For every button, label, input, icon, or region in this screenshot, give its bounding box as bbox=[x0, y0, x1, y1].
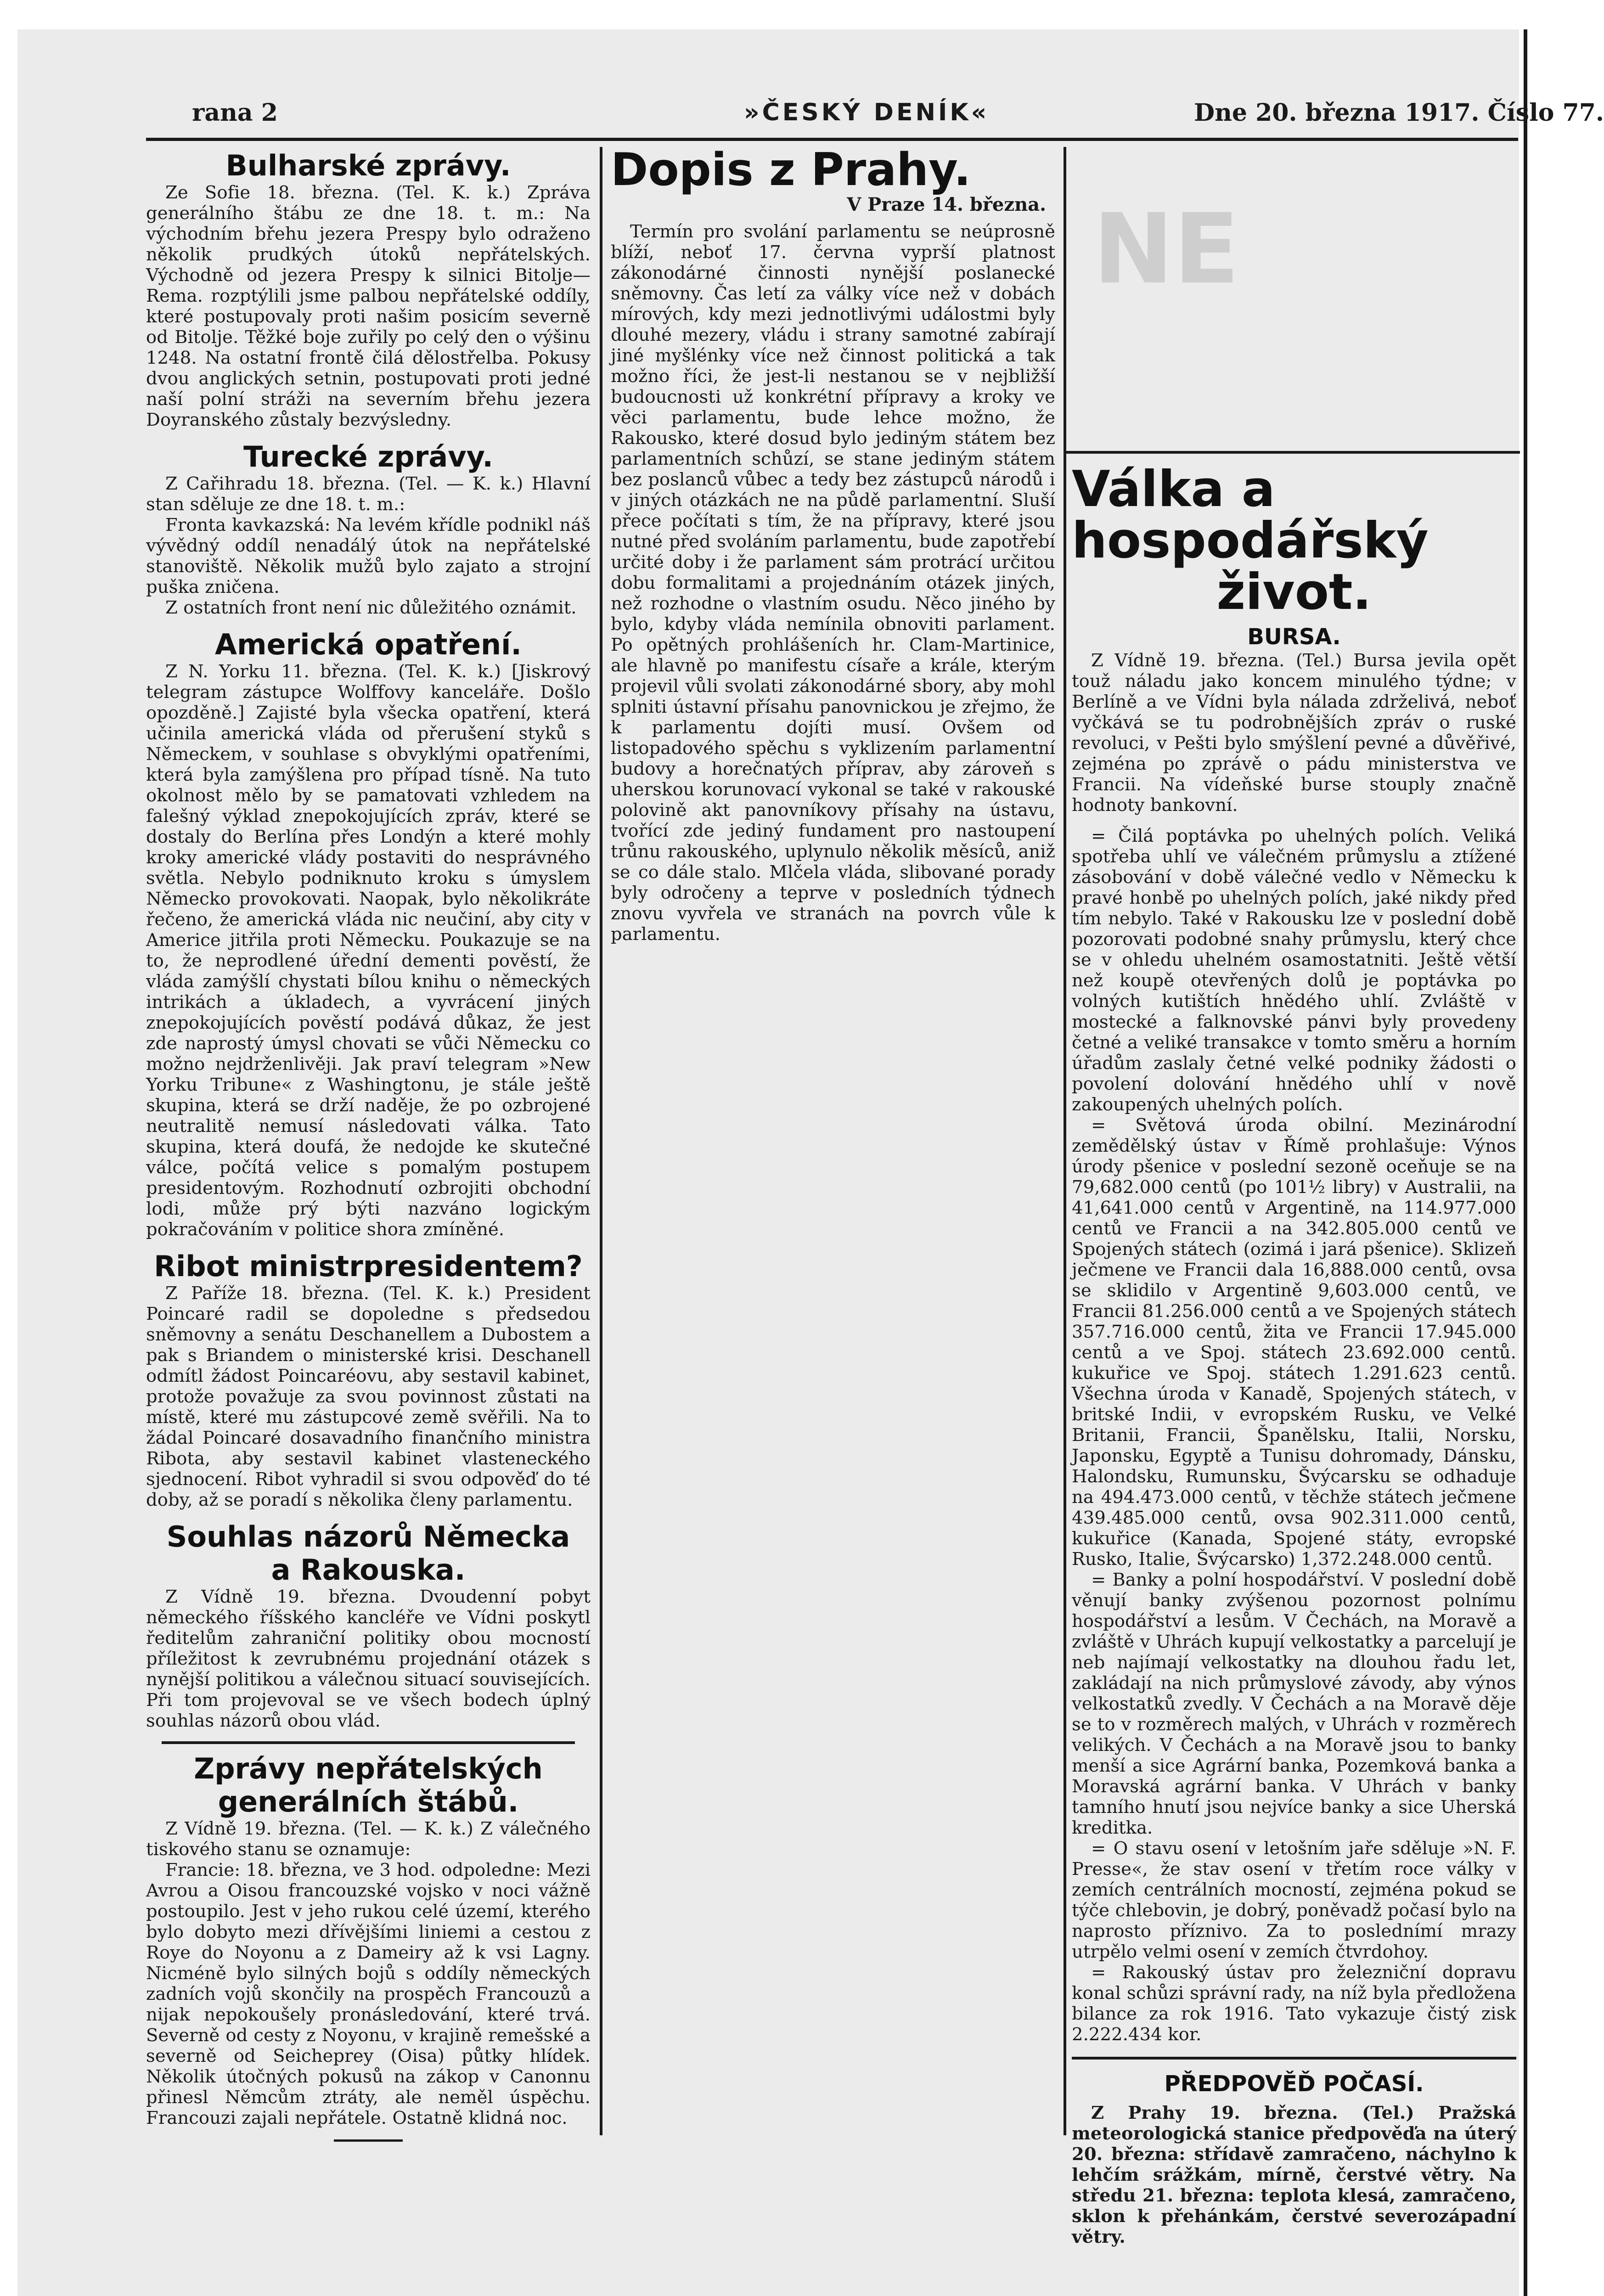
article-title-agreement-line1: Souhlas názorů Německa bbox=[166, 1520, 570, 1553]
item-banks-agriculture: = Banky a polní hospodářství. V poslední době věnují banky zvýšenou pozornost polnímu hospodářství a lesům. V Čechách, na Moravě a zvláště v Uhrách kupují velkostatky a parcelují je neb najímají velkostatky na dlouhou řadu let, zakládají na nich průmyslové závody, aby výnos velkostatků zvedly. V Čechách a na Moravě děje se to v rozměrech malých, v Uhrách v rozměrech velikých. V Čechách a na Moravě jsou to banky menší a sice Agrární banka, Pozemková banka a Moravská agrární banka. V Uhrách v banky tamního hnutí jsou nejvíce banky a sice Uherská kreditka. bbox=[1072, 1570, 1516, 1838]
article-text-turkish-3: Z ostatních front není nic důležitého oznámit. bbox=[165, 597, 577, 618]
article-text-turkish-2: Fronta kavkazská: Na levém křídle podnikl náš vývědný oddíl nenadálý útok na nepřátelské stanoviště. Několik mužů bylo zajato a strojní puška zničena. bbox=[146, 515, 591, 597]
issue-dateline: Dne 20. března 1917. Číslo 77. bbox=[1194, 99, 1604, 127]
section-title-war-economy-line1: Válka a hospodářský bbox=[1072, 461, 1429, 569]
article-text-weather: Z Prahy 19. března. (Tel.) Pražská meteorologická stanice předpověďa na úterý 20. března: střídavě zamračeno, náchylno k lehčím srážkám, mírně, čerstvé větry. Na středu 21. března: teplota klesá, zamračeno, sklon k přehánkám, čerstvé severozápadní větry. bbox=[1072, 2103, 1516, 2247]
show-through-text: NE bbox=[1093, 193, 1240, 305]
item-railway-institute: = Rakouský ústav pro železniční dopravu konal schůzi správní rady, na níž byla předložena bilance za rok 1916. Tato vykazuje čistý zisk 2.222.434 kor. bbox=[1072, 1962, 1516, 2045]
article-title-agreement-line2: a Rakouska. bbox=[271, 1553, 466, 1587]
page-edge-shadow bbox=[1524, 29, 1527, 2296]
item-coal-fields: = Čilá poptávka po uhelných polích. Veliká spotřeba uhlí ve válečném průmyslu a ztížené zásobování v době válečné vedlo v Německu k pravé honbě po uhelných polích, jaké nikdy před tím nebylo. Také v Rakousku lze v poslední době pozorovati podobné snahy průmyslu, který chce se v ohledu uhelném osamostatniti. Ještě větší než koupě otevřených dolů je poptávka po volných kutištích hnědého uhlí. Zvláště v mostecké a falknovské pánvi byly provedeny četné a veliké transakce v tomto směru a horním úřadům zaslaly četné velké podniky žádosti o povolení dolování hnědého uhlí v nově zakoupených uhelných polích. bbox=[1072, 826, 1516, 1115]
column-rule-2 bbox=[1064, 147, 1066, 2135]
article-text-enemy-staffs-2: Francie: 18. března, ve 3 hod. odpoledne: Mezi Avrou a Oisou francouzské vojsko v noci vážně postoupilo. Jest v jeho rukou celé území, kterého bylo dobyto mezi dřívějšími liniemi a cestou z Roye do Noyonu a z Dameiry až k vsi Lagny. Nicméně bylo silných bojů s oddíly německých zadních vojů skončily na prospěch Francouzů a nijak nepokoušely pronásledování, které trvá. Severně od cesty z Noyonu, v krajině remešské a severně od Seicheprey (Oisa) půtky hlídek. Několik útočných pokusů na zákop v Canonnu přinesl Němcům ztráty, ale neměl úspěchu. Francouzi zajali nepřátele. Ostatně klidná noc. bbox=[146, 1860, 591, 2128]
article-text-agreement: Z Vídně 19. března. Dvoudenní pobyt německého říšského kancléře ve Vídni poskytl ředitelům zahraniční politiky obou mocností příležitost k zevrubnému projednání otázek s nynější politikou a válečnou situací souvisejících. Při tom projevoval se ve všech bodech úplný souhlas názorů obou vlád. bbox=[146, 1587, 591, 1731]
weather-divider bbox=[1072, 2057, 1516, 2060]
article-title-bulgarian-reports: Bulharské zprávy. bbox=[225, 149, 511, 182]
article-text-bulgarian-reports: Ze Sofie 18. března. (Tel. K. k.) Zpráva generálního štábu ze dne 18. t. m.: Na východním břehu jezera Prespy bylo odraženo několik prudkých útoků nepřátelských. Východně od jezera Prespy k silnici Bitolje—Rema. rozptýlili jsme palbou nepřátelské oddíly, které postupovaly proti našim posicím severně od Bitolje. Těžké boje zuřily po celý den o výšinu 1248. Na ostatní frontě čilá dělostřelba. Pokusy dvou anglických setnin, postupovati proti jedné naší polní stráži na severním břehu jezera Doyranského zůstaly bezvýsledny. bbox=[146, 182, 591, 430]
newspaper-name: »ČESKÝ DENÍK« bbox=[744, 99, 990, 126]
article-title-ribot: Ribot ministrpresidentem? bbox=[154, 1249, 583, 1283]
article-divider bbox=[162, 1741, 575, 1744]
section-title-war-economy-line2: život. bbox=[1216, 563, 1372, 621]
article-text-letter-from-prague: Termín pro svolání parlamentu se neúprosně blíží, neboť 17. června vyprší platnost zákonodárné činnosti nynější poslanecké sněmovny. Čas letí za války více než v dobách mírových, kdy mezi jednotlivými událostmi byly dlouhé mezery, vládu i strany samotné zabírají jiné myšlénky více než činnost politická a tak možno říci, že jest-li nestanou se v nejbližší budoucnosti už konkrétní přípravy a kroky ve věci parlamentu, bude lehce možno, že Rakousko, které dosud bylo jediným státem bez parlamentních schůzí, se stane jediným státem bez poslanců vůbec a tedy bez zástupců národů i v jiných otázkách ne na půdě parlamentní. Sluší přece počítati s tím, že na přípravy, které jsou nutné před svoláním parlamentu, bude zapotřebí určité doby i že parlament sám protrácí určitou dobu formalitami a projednáním otázek jiných, než rozhodne o vlastním osudu. Něco jiného by bylo, kdyby vláda nemínila obnoviti parlament. Po opětných prohlášeních hr. Clam-Martinice, ale hlavně po manifestu císaře a krále, kterým projevil vůli svolati zákonodárné sbory, aby mohl splniti ústavní přísahu panovnickou je zřejmo, že k parlamentu dojíti musí. Ovšem od listopadového spěchu s vyklizením parlamentní budovy a horečnatých příprav, aby zároveň s uherskou korunovací vykonal se také v rakouské polovině akt panovníkovy přísahy na ústavu, tvořící zde jediný fundament pro nastoupení trůnu rakouského, uplynulo několik měsíců, aniž se co dále stalo. Mlčela vláda, slibované porady byly odročeny a teprve v posledních týdnech znovu vyvřela ve stranách na povrch vůle k parlamentu. bbox=[611, 221, 1055, 945]
column-1 bbox=[146, 149, 591, 2142]
section-rule bbox=[1065, 451, 1520, 454]
subhead-weather-forecast: PŘEDPOVĚĎ POČASÍ. bbox=[1164, 2071, 1424, 2097]
header-rule bbox=[146, 138, 1518, 141]
column-2 bbox=[611, 146, 1055, 945]
article-text-american-measures: Z N. Yorku 11. března. (Tel. K. k.) [Jiskrový telegram zástupce Wolffovy kanceláře. Došlo opozděně.] Zajisté byla všecka opatření, která učinila americká vláda od přerušení styků s Německem, v souhlase s obvyklými opatřeními, která byla zamýšlena pro případ tísně. Na tuto okolnost mělo by se pamatovati vzhledem na falešný výklad znepokojujících zpráv, které se dostaly do Berlína přes Londýn a které mohly kroky americké vlády postaviti do nesprávného světla. Nebylo podniknuto kroku s úmyslem Německo provokovati. Naopak, bylo několikráte řečeno, že americká vláda nic neučiní, aby city v Americe jitřila proti Německu. Poukazuje se na to, že neprodlené úřední dementi pověstí, že vláda zamýšlí chystati bílou knihu o německých intrikách a úkladech, a vyvrácení jiných znepokojujících pověstí podává důkaz, že jest zde naprostý úmysl chovati se vůči Německu co možno nejdrženlivěji. Jak praví telegram »New Yorku Tribune« z Washingtonu, je stále ještě skupina, která se drží naděje, že po ozbrojené neutralitě nemusí následovati válka. Tato skupina, která doufá, že nedojde ke skutečné válce, počítá velice s pomalým postupem presidentovým. Rozhodnutí ozbrojiti obchodní lodi, může prý býti nazváno logickým pokračováním v politice shora zmíněné. bbox=[146, 661, 591, 1240]
subhead-bursa: BURSA. bbox=[1247, 624, 1341, 650]
article-text-bursa: Z Vídně 19. března. (Tel.) Bursa jevila opět touž náladu jako koncem minulého týdne; v Berlíně a ve Vídni byla nálada zdrželivá, neboť vyčkává se tu podrobnějších zpráv o ruské revoluci, v Pešti bylo smýšlení pevné a důvěřivé, zejména po zprávě o pádu ministerstva ve Francii. Na vídeňské burse stouply značně hodnoty bankovní. bbox=[1072, 650, 1516, 816]
article-title-enemy-staffs-line1: Zprávy nepřátelských bbox=[194, 1752, 543, 1785]
column-rule-1 bbox=[600, 147, 602, 2135]
article-title-american-measures: Americká opatření. bbox=[215, 628, 522, 661]
article-text-turkish-1: Z Cařihradu 18. března. (Tel. — K. k.) Hlavní stan sděluje ze dne 18. t. m.: bbox=[146, 473, 591, 515]
article-text-enemy-staffs-1: Z Vídně 19. března. (Tel. — K. k.) Z válečného tiskového stanu se oznamuje: bbox=[146, 1818, 591, 1860]
article-text-ribot: Z Paříže 18. března. (Tel. K. k.) President Poincaré radil se dopoledne s předsedou sněmovny a senátu Deschanellem a Dubostem a pak s Briandem o ministerské krisi. Deschanell odmítl žádost Poincaréovu, aby sestavil kabinet, protože považuje za svou povinnost zůstati na místě, které mu zástupcové země svěřili. Na to žádal Poincaré dosavadního finančního ministra Ribota, aby sestavil kabinet vlasteneckého sjednocení. Ribot vyhradil si svou odpověď do té doby, až se poradí s několika členy parlamentu. bbox=[146, 1283, 591, 1510]
article-title-enemy-staffs-line2: generálních štábů. bbox=[218, 1785, 519, 1818]
item-crop-condition: = O stavu osení v letošním jaře sděluje »N. F. Presse«, že stav osení v třetím roce války v zemích centrálních mocností, zejména pokud se týče chlebovin, je dobrý, poněvadž počasí bylo na naprosto příznivo. Za to poslednímí mrazy utrpělo velmi osení v zemích čtvrdohoy. bbox=[1072, 1838, 1516, 1962]
column-3 bbox=[1072, 461, 1516, 2247]
end-rule bbox=[334, 2139, 403, 2142]
article-title-letter-from-prague: Dopis z Prahy. bbox=[611, 144, 971, 196]
item-world-harvest: = Světová úroda obilní. Mezinárodní zemědělský ústav v Římě prohlašuje: Výnos úrody pšenice v poslední sezoně oceňuje se na 79,682.000 centů (po 101½ libry) v Australii, na 41,641.000 centů v Argentině, na 114.977.000 centů ve Francii a na 342.805.000 centů ve Spojených státech (ozimá i jará pšenice). Sklizeň ječmene ve Francii dala 16,888.000 centů, ovsa se sklidilo v Argentině 9,603.000 centů, ve Francii 81.256.000 centů a ve Spojených státech 357.716.000 centů, žita ve Francii 17.945.000 centů a ve Spoj. státech 23.692.000 centů. kukuřice ve Spoj. státech 1.291.623 centů. Všechna úroda v Kanadě, Spojených státech, v britské Indii, v evropském Rusku, ve Velké Britanii, Francii, Španělsku, Italii, Norsku, Japonsku, Egyptě a Tunisu dohromady, Dánsku, Halondsku, Rumunsku, Švýcarsku se odhaduje na 494.473.000 centů, v těchže státech ječmene 439.485.000 centů, ovsa 902.311.000 centů, kukuřice (Kanada, Spojené státy, evropské Rusko, Italie, Švýcarsko) 1,372.248.000 centů. bbox=[1072, 1115, 1516, 1570]
article-title-turkish-reports: Turecké zprávy. bbox=[243, 440, 493, 473]
article-dateline-prague: V Praze 14. března. bbox=[847, 194, 1046, 215]
page-number: rana 2 bbox=[192, 99, 278, 127]
